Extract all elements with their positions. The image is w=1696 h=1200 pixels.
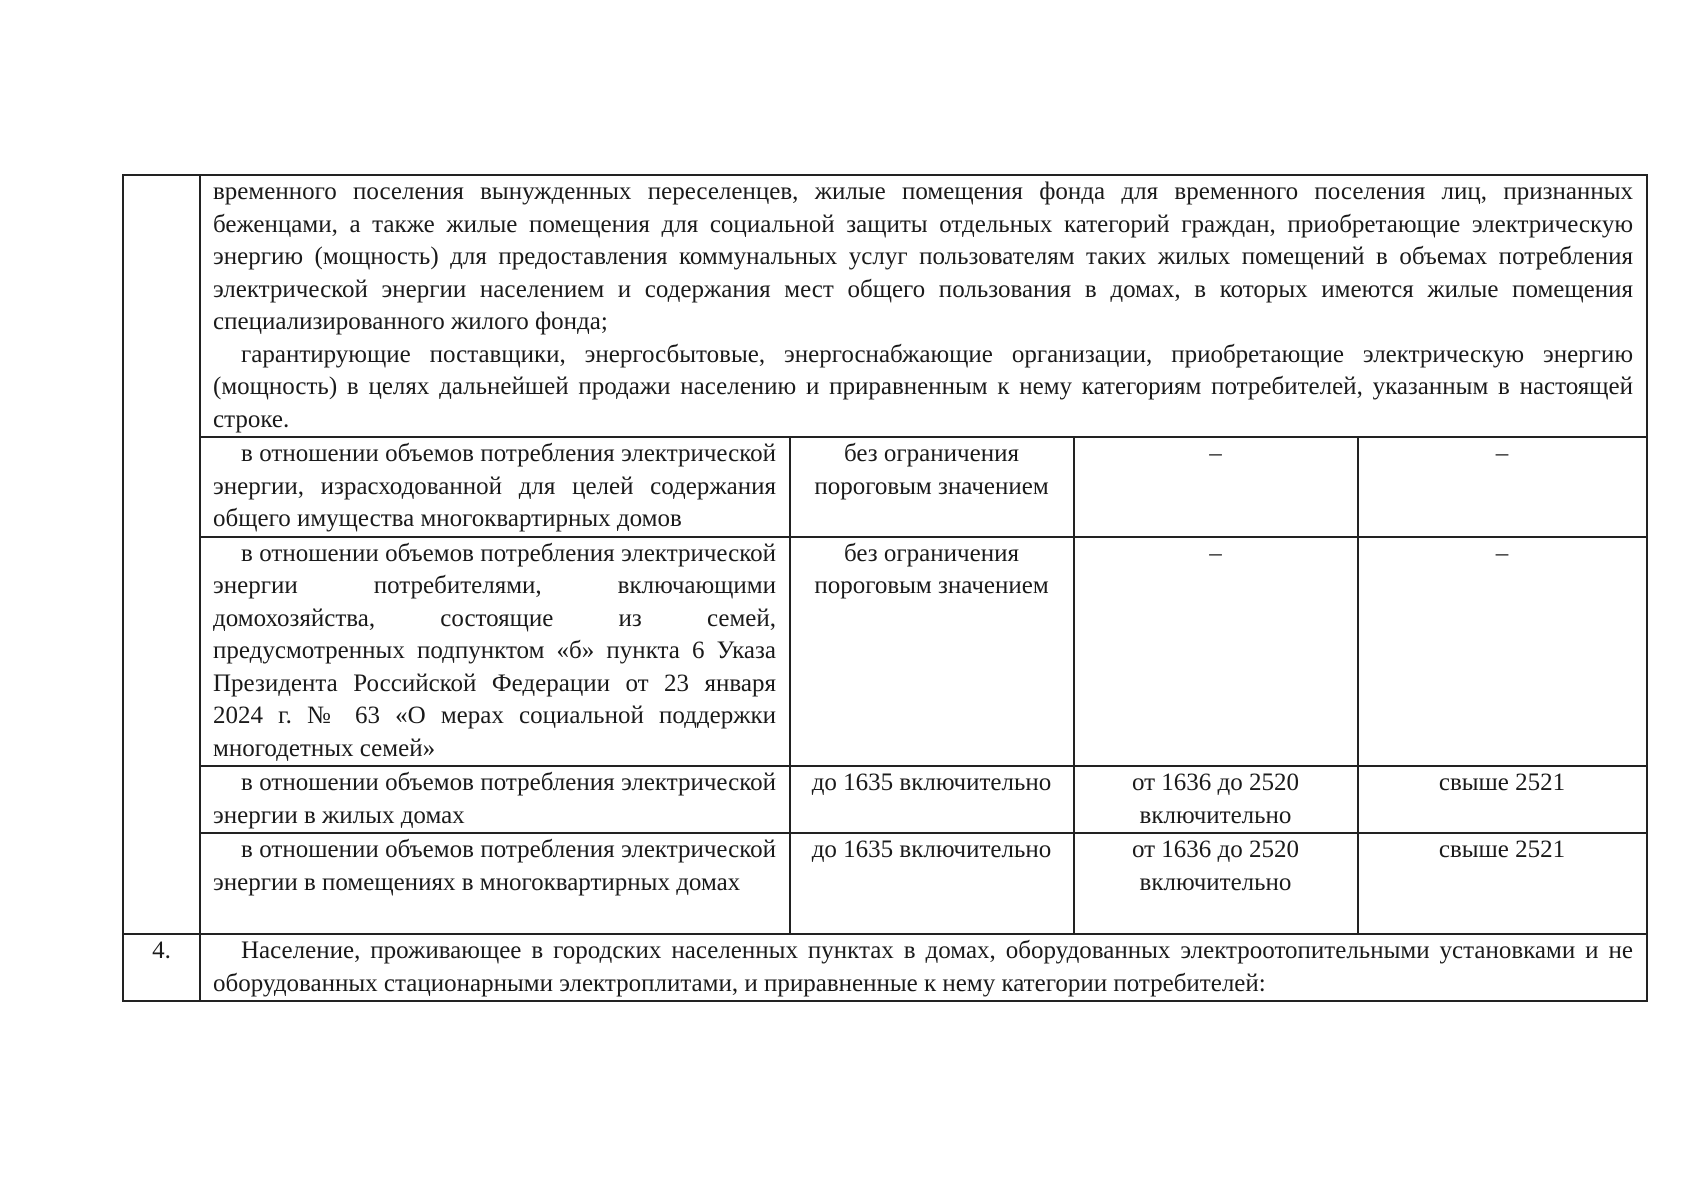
threshold-cell: от 1636 до 2520 включительно [1074,766,1358,833]
table-row [123,537,1647,767]
threshold-cell: без ограничения пороговым значением [790,437,1074,537]
table-row [123,766,1647,833]
item-4-row [123,934,1647,1001]
row-label: в отношении объемов потребления электрической энергии, израсходованной для целей содержания общего имущества многоквартирных домов [200,437,790,537]
intro-paragraph-2: гарантирующие поставщики, энергосбытовые, энергоснабжающие организации, приобретающие электрическую энергию (мощность) в целях дальнейшей продажи населению и приравненным к нему категориям потребителей, указанным в настоящей строке. [213,340,1633,433]
threshold-cell: – [1358,537,1647,767]
item-4-text: Население, проживающее в городских населенных пунктах в домах, оборудованных электроотопительными установками и не оборудованных стационарными электроплитами, и приравненные к нему категории потребителей: [200,934,1647,1001]
threshold-cell: – [1358,437,1647,537]
row-label: в отношении объемов потребления электрической энергии в жилых домах [200,766,790,833]
item-number: 4. [123,934,200,1001]
threshold-cell: без ограничения пороговым значением [790,537,1074,767]
intro-text-cell [200,175,1647,437]
row-label: в отношении объемов потребления электрической энергии потребителями, включающими домохозяйства, состоящие из семей, предусмотренных подпунктом «б» пункта 6 Указа Президента Российской Федерации от 23 января 2024 г. № 63 «О мерах социальной поддержки многодетных семей» [200,537,790,767]
intro-paragraph-1: временного поселения вынужденных переселенцев, жилые помещения фонда для временного поселения лиц, признанных беженцами, а также жилые помещения для социальной защиты отдельных категорий граждан, приобретающие электрическую энергию (мощность) для предоставления коммунальных услуг пользователям таких жилых помещений в объемах потребления электрической энергии населением и содержания мест общего пользования в домах, в которых имеются жилые помещения специализированного жилого фонда; [213,178,1633,335]
threshold-cell: свыше 2521 [1358,766,1647,833]
threshold-cell: до 1635 включительно [790,833,1074,934]
table-row [123,833,1647,934]
number-cell-empty [123,175,200,934]
threshold-cell: до 1635 включительно [790,766,1074,833]
threshold-cell: от 1636 до 2520 включительно [1074,833,1358,934]
threshold-cell: – [1074,537,1358,767]
row-label: в отношении объемов потребления электрической энергии в помещениях в многоквартирных домах [200,833,790,934]
tariff-table [122,174,1648,1002]
threshold-cell: – [1074,437,1358,537]
intro-row [123,175,1647,437]
threshold-cell: свыше 2521 [1358,833,1647,934]
table-row [123,437,1647,537]
